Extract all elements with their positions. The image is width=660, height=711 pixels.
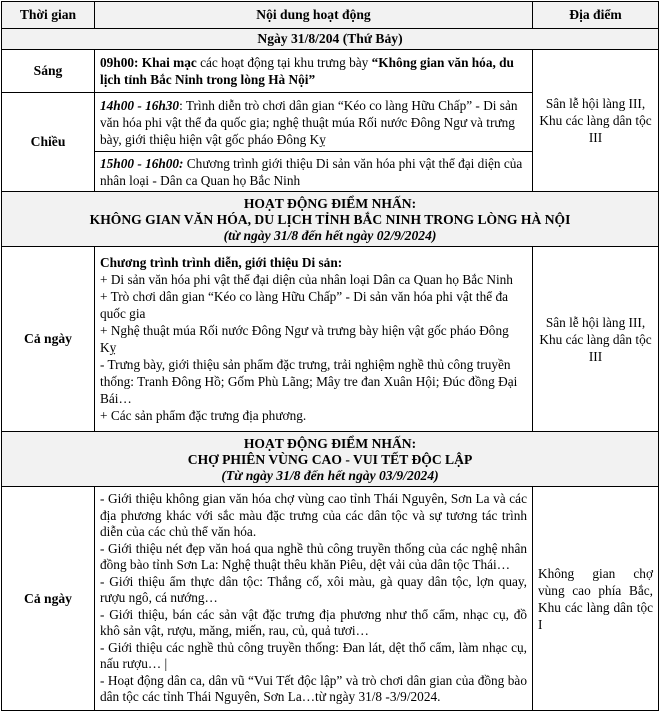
morning-time: 09h00: [100, 55, 139, 70]
allday1-label: Cả ngày [2, 247, 95, 432]
header-place: Địa điểm [533, 2, 659, 29]
list-item: - Giới thiệu các nghề thủ công truyền thống: Đan lát, dệt thổ cẩm, làm nhạc cụ, nấu rượu… | [100, 639, 527, 672]
allday2-label: Cả ngày [2, 487, 95, 711]
highlight2-line2: CHỢ PHIÊN VÙNG CAO - VUI TẾT ĐỘC LẬP [187, 452, 473, 467]
list-item: - Giới thiệu ẩm thực dân tộc: Thắng cố, xôi màu, gà quay dân tộc, lợn quay, rượu ngô, cá nướng… [100, 573, 527, 606]
afternoon-item2-time: 15h00 - 16h00: [100, 155, 184, 171]
allday1-content [95, 247, 533, 432]
highlight1-band [2, 192, 659, 247]
morning-label: Sáng [2, 50, 95, 93]
list-item: - Hoạt động dân ca, dân vũ “Vui Tết độc lập” và trò chơi dân gian của đồng bào dân tộc các tỉnh Thái Nguyên, Sơn La…từ ngày 31/8 -3/9/2024. [100, 672, 527, 705]
allday1-heading: Chương trình trình diễn, giới thiệu Di sản: [100, 255, 343, 270]
day-row [2, 29, 659, 50]
morning-quote: “Không gian văn hóa, du lịch tỉnh Bắc Ninh trong lòng Hà Nội” [100, 55, 514, 87]
allday1-row [2, 247, 659, 432]
morning-bold-prefix: Khai mạc [141, 55, 197, 70]
list-item: - Giới thiệu nét đẹp văn hoá qua nghề thủ công truyền thống của các nghệ nhân đồng bào tỉnh Sơn La: Nghệ thuật thêu khăn Piêu, dệt vải của dân tộc Thái… [100, 540, 527, 573]
allday1-list [100, 271, 527, 424]
allday2-content [95, 487, 533, 711]
afternoon-item-1 [95, 93, 533, 152]
highlight2-line1: HOẠT ĐỘNG ĐIỂM NHẤN: [243, 436, 417, 451]
list-item: + Các sản phẩm đặc trưng địa phương. [100, 408, 307, 423]
allday2-place: Không gian chợ vùng cao phía Bắc, Khu các làng dân tộc I [533, 487, 659, 711]
highlight2-band [2, 432, 659, 487]
allday2-list [100, 491, 527, 706]
list-item: - Giới thiệu không gian văn hóa chợ vùng cao tỉnh Thái Nguyên, Sơn La và các địa phương khác với sắc màu đặc trưng của các dân tộc và sự tương tác trình diễn của các chủ thể văn hóa. [100, 491, 527, 540]
morning-text: các hoạt động tại khu trưng bày [196, 55, 372, 70]
list-item: + Di sản văn hóa phi vật thể đại diện của nhân loại Dân ca Quan họ Bắc Ninh [100, 272, 513, 287]
afternoon-item-2 [95, 152, 533, 192]
afternoon-label: Chiều [2, 93, 95, 192]
afternoon-place: Sân lễ hội làng III, Khu các làng dân tộc III [533, 50, 659, 192]
list-item: - Giới thiệu, bán các sản vật đặc trưng địa phương như thổ cẩm, nhạc cụ, đồ khô sản vật, rượu, măng, miến, rau, củ, quả tươi… [100, 606, 527, 639]
header-time: Thời gian [2, 2, 95, 29]
afternoon-item1-time: 14h00 - 16h30 [100, 97, 180, 113]
morning-row [2, 50, 659, 93]
afternoon-item2-text: Chương trình giới thiệu Di sản văn hóa phi vật thể đại diện của nhân loại - Dân ca Quan họ Bắc Ninh [100, 155, 523, 188]
list-item: + Trò chơi dân gian “Kéo co làng Hữu Chấp” - Di sản văn hóa phi vật thể đa quốc gia [100, 289, 508, 321]
highlight1-row [2, 192, 659, 247]
highlight1-line3: (từ ngày 31/8 đến hết ngày 02/9/2024) [223, 228, 437, 243]
header-row [2, 2, 659, 29]
afternoon-item1-text: : Trình diễn trò chơi dân gian “Kéo co làng Hữu Chấp” - Di sản văn hóa phi vật thể đa quốc gia; nghệ thuật múa Rối nước Đông Ngư và trưng bày, giới thiệu hiện vật gốc pháo Đông Kỵ [100, 97, 518, 147]
morning-content [95, 50, 533, 93]
highlight1-line2: KHÔNG GIAN VĂN HÓA, DU LỊCH TỈNH BẮC NINH TRONG LÒNG HÀ NỘI [89, 212, 571, 227]
highlight1-line1: HOẠT ĐỘNG ĐIỂM NHẤN: [243, 196, 417, 211]
list-item: - Trưng bày, giới thiệu sản phẩm đặc trưng, trải nghiệm nghề thủ công truyền thống: Tranh Đông Hồ; Gốm Phù Lãng; Mây tre đan Xuân Hội; Đúc đồng Đại Bái… [100, 357, 518, 406]
highlight2-row [2, 432, 659, 487]
day-label: Ngày 31/8/204 (Thứ Bảy) [2, 29, 659, 50]
allday1-place: Sân lễ hội làng III, Khu các làng dân tộc III [533, 247, 659, 432]
allday2-row [2, 487, 659, 711]
header-content: Nội dung hoạt động [95, 2, 533, 29]
list-item: + Nghệ thuật múa Rối nước Đông Ngư và trưng bày hiện vật gốc pháo Đông Kỵ [100, 323, 509, 355]
schedule-table [1, 1, 659, 711]
highlight2-line3: (Từ ngày 31/8 đến hết ngày 03/9/2024) [221, 468, 439, 483]
